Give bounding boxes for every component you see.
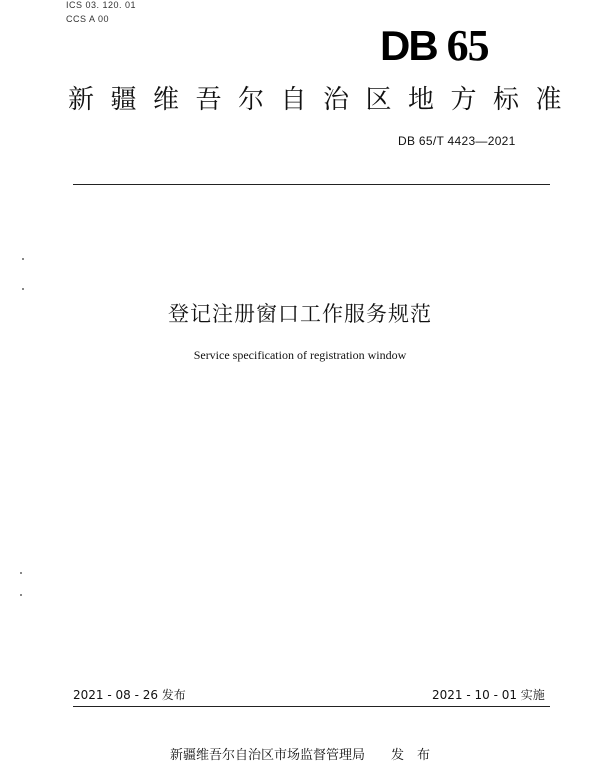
implementation-date: 2021 - 10 - 01 实施	[432, 688, 545, 702]
ics-code: ICS 03. 120. 01	[66, 0, 137, 10]
document-title-en: Service specification of registration window	[193, 348, 407, 362]
standard-number: DB 65/T 4423—2021	[398, 134, 516, 148]
footer-divider	[73, 706, 550, 707]
header-divider	[73, 184, 550, 185]
logo-number: 65	[446, 21, 489, 70]
issue-date: 2021 - 08 - 26 发布	[73, 688, 186, 702]
standard-title: 新疆维吾尔自治区地方标准	[68, 85, 579, 115]
scan-speck	[20, 594, 22, 596]
publisher: 新疆维吾尔自治区市场监督管理局 发 布	[169, 748, 430, 763]
document-title-cn: 登记注册窗口工作服务规范	[168, 302, 432, 326]
ccs-code: CCS A 00	[66, 14, 110, 24]
logo-letters: DB	[380, 22, 437, 69]
scan-speck	[22, 258, 24, 260]
scan-speck	[22, 288, 24, 290]
db-logo	[380, 21, 489, 70]
scan-speck	[20, 572, 22, 574]
